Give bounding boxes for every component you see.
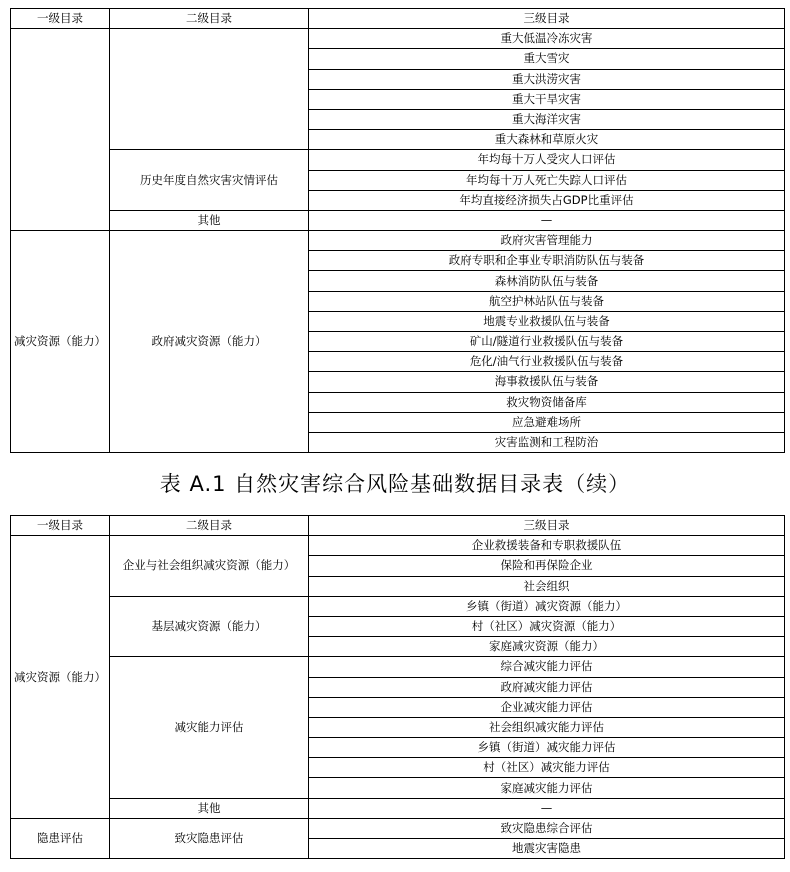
level3-cell: 年均每十万人受灾人口评估 [309,150,785,170]
level2-grassroots-cell: 基层减灾资源（能力） [110,596,309,657]
level1-hazard-cell: 隐患评估 [11,818,110,858]
level2-cell-empty [110,29,309,150]
header-level1: 一级目录 [11,516,110,536]
level3-cell: 重大森林和草原火灾 [309,130,785,150]
table-row [11,818,785,838]
level2-gov-cell: 政府减灾资源（能力） [110,231,309,453]
header-level3: 三级目录 [309,9,785,29]
level3-cell: 村（社区）减灾能力评估 [309,758,785,778]
level3-cell: 政府专职和企事业专职消防队伍与装备 [309,251,785,271]
level3-cell: 灾害监测和工程防治 [309,432,785,452]
table-caption [0,470,790,498]
table-row [11,150,785,170]
level3-cell: 保险和再保险企业 [309,556,785,576]
level3-cell: 年均直接经济损失占GDP比重评估 [309,190,785,210]
level3-cell: 企业救援装备和专职救援队伍 [309,536,785,556]
level3-cell: 综合减灾能力评估 [309,657,785,677]
table-row [11,231,785,251]
level3-cell: 乡镇（街道）减灾资源（能力） [309,596,785,616]
level3-cell: 年均每十万人死亡失踪人口评估 [309,170,785,190]
level3-cell: 乡镇（街道）减灾能力评估 [309,738,785,758]
table-caption-title: 表 A.1 自然灾害综合风险基础数据目录表 [159,472,565,496]
level3-cell: 家庭减灾资源（能力） [309,637,785,657]
table-row [11,596,785,616]
level3-cell: 森林消防队伍与装备 [309,271,785,291]
table-row [11,657,785,677]
level1-cell-empty [11,29,110,231]
level3-cell: 危化/油气行业救援队伍与装备 [309,352,785,372]
level3-cell: 地震专业救援队伍与装备 [309,311,785,331]
catalog-table-part-2 [10,515,785,859]
level3-other-value: — [309,210,785,230]
table-caption-continued: （续） [564,472,631,496]
level3-cell: 航空护林站队伍与装备 [309,291,785,311]
level3-other-value: — [309,798,785,818]
level3-cell: 应急避难场所 [309,412,785,432]
level3-cell: 致灾隐患综合评估 [309,818,785,838]
header-row [11,9,785,29]
header-level3: 三级目录 [309,516,785,536]
level1-resources-cell [11,536,110,819]
level2-enterprise-cell [110,536,309,597]
level1-resources-cell [11,231,110,453]
level3-cell: 地震灾害隐患 [309,839,785,859]
catalog-table-part-1 [10,8,785,453]
level3-cell: 重大洪涝灾害 [309,69,785,89]
level3-cell: 海事救援队伍与装备 [309,372,785,392]
level3-cell: 矿山/隧道行业救援队伍与装备 [309,332,785,352]
level3-cell: 社会组织减灾能力评估 [309,717,785,737]
level3-cell: 重大雪灾 [309,49,785,69]
level3-cell: 政府灾害管理能力 [309,231,785,251]
level2-history-cell: 历史年度自然灾害灾情评估 [110,150,309,211]
level2-other-cell: 其他 [110,210,309,230]
level3-cell: 重大海洋灾害 [309,109,785,129]
level3-cell: 企业减灾能力评估 [309,697,785,717]
level3-cell: 重大低温冷冻灾害 [309,29,785,49]
header-level1: 一级目录 [11,9,110,29]
header-level2: 二级目录 [110,516,309,536]
table-row [11,210,785,230]
level2-other-cell: 其他 [110,798,309,818]
level3-cell: 家庭减灾能力评估 [309,778,785,798]
table-row [11,536,785,556]
level1-resources-label: 减灾资源（能力） [14,334,106,349]
level3-cell: 重大干旱灾害 [309,89,785,109]
header-level2: 二级目录 [110,9,309,29]
table-row [11,798,785,818]
level2-capacity-cell: 减灾能力评估 [110,657,309,798]
header-row [11,516,785,536]
level3-cell: 社会组织 [309,576,785,596]
level3-cell: 村（社区）减灾资源（能力） [309,616,785,636]
level2-hazard-cell: 致灾隐患评估 [110,818,309,858]
level3-cell: 政府减灾能力评估 [309,677,785,697]
level1-resources-label: 减灾资源（能力） [14,669,106,684]
level3-cell: 救灾物资储备库 [309,392,785,412]
level2-enterprise-label: 企业与社会组织减灾资源（能力） [122,558,296,573]
table-row [11,29,785,49]
